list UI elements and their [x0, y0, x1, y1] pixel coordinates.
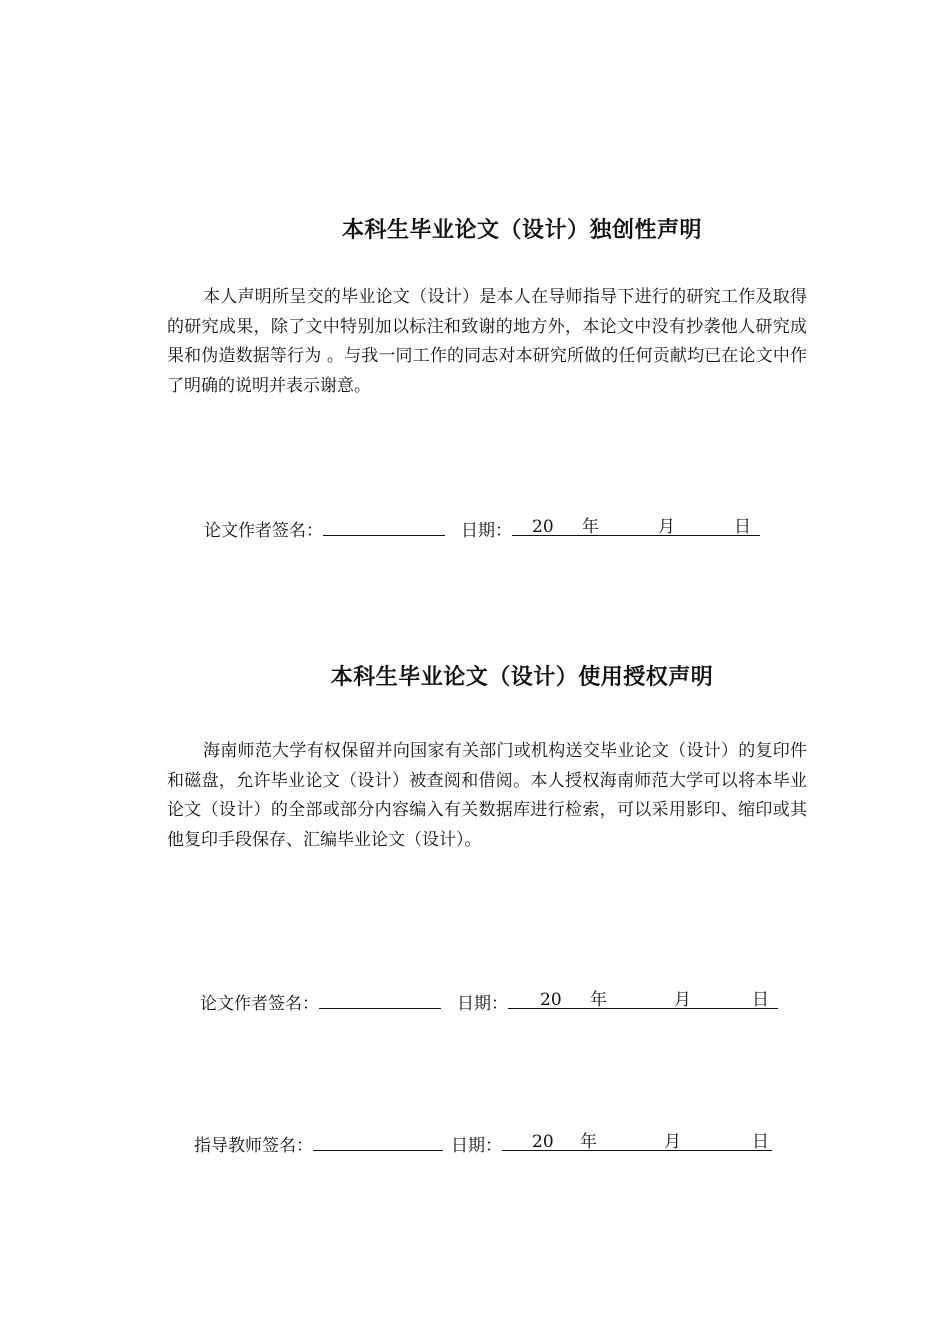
author-signature-field[interactable]	[323, 517, 445, 536]
month-label: 月	[674, 990, 691, 1010]
authorization-body: 海南师范大学有权保留并向国家有关部门或机构送交毕业论文（设计）的复印件和磁盘，允许毕业论文（设计）被查阅和借阅。本人授权海南师范大学可以将本毕业论文（设计）的全部或部分内容编入有关数据库进行检索，可以采用影印、缩印或其他复印手段保存、汇编毕业论文（设计）。	[167, 741, 807, 850]
year-label: 年	[580, 1132, 597, 1152]
date-label: 日期：	[461, 521, 512, 541]
date-field[interactable]	[512, 515, 760, 536]
date-label: 日期：	[451, 1136, 502, 1156]
year-prefix: 20	[532, 517, 554, 537]
author-signature-row	[200, 988, 778, 1016]
author-signature-label: 论文作者签名：	[200, 994, 319, 1014]
advisor-signature-label: 指导教师签名：	[194, 1136, 313, 1156]
day-label: 日	[752, 1132, 769, 1152]
year-label: 年	[582, 517, 599, 537]
day-label: 日	[734, 517, 751, 537]
author-signature-label: 论文作者签名：	[204, 521, 323, 541]
year-prefix: 20	[532, 1132, 554, 1152]
month-label: 月	[658, 517, 675, 537]
year-label: 年	[590, 990, 607, 1010]
authorization-title: 本科生毕业论文（设计）使用授权声明	[330, 665, 714, 690]
date-field[interactable]	[502, 1130, 772, 1151]
advisor-signature-field[interactable]	[313, 1132, 443, 1151]
author-signature-row	[204, 515, 760, 543]
advisor-signature-row	[194, 1130, 772, 1158]
date-label: 日期：	[457, 994, 508, 1014]
author-signature-field[interactable]	[319, 990, 441, 1009]
year-prefix: 20	[540, 990, 562, 1010]
date-field[interactable]	[508, 988, 778, 1009]
month-label: 月	[664, 1132, 681, 1152]
day-label: 日	[752, 990, 769, 1010]
originality-body: 本人声明所呈交的毕业论文（设计）是本人在导师指导下进行的研究工作及取得的研究成果，除了文中特别加以标注和致谢的地方外，本论文中没有抄袭他人研究成果和伪造数据等行为 。与我一同工作的同志对本研究所做的任何贡献均已在论文中作了明确的说明并表示谢意。	[167, 287, 807, 396]
originality-title: 本科生毕业论文（设计）独创性声明	[341, 218, 702, 243]
